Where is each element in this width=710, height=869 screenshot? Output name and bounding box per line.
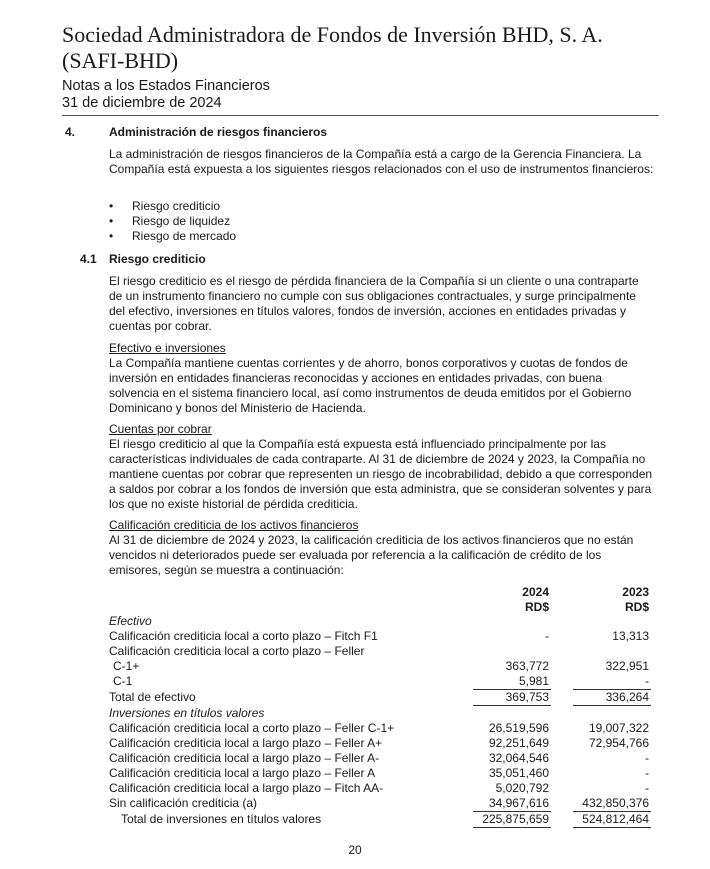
list-item-label: Riesgo de mercado — [132, 229, 237, 243]
value-2024: 92,251,649 — [488, 736, 549, 750]
calificacion-block — [109, 518, 654, 578]
value-2023: - — [645, 751, 649, 765]
list-item — [109, 214, 236, 229]
subtitle-line-1: Notas a los Estados Financieros — [62, 78, 270, 94]
subsection-title: Riesgo crediticio — [109, 252, 206, 266]
efectivo-heading: Efectivo e inversiones — [109, 341, 226, 355]
cuentas-block — [109, 422, 654, 512]
bullet-icon: • — [109, 229, 114, 243]
table-row — [109, 674, 654, 689]
row-label: Calificación crediticia local a largo plazo – Fitch AA- — [109, 781, 384, 795]
subtitle-line-2: 31 de diciembre de 2024 — [62, 95, 222, 111]
table-row-inversiones-heading — [109, 706, 654, 721]
section-title: Administración de riesgos financieros — [109, 125, 328, 139]
row-label: Calificación crediticia local a largo plazo – Feller A- — [109, 751, 380, 765]
row-label: Calificación crediticia local a largo plazo – Feller A — [109, 766, 376, 780]
bullet-icon: • — [109, 214, 114, 228]
column-currency: RD$ — [524, 600, 549, 614]
value-2024: - — [545, 629, 549, 643]
row-label: Sin calificación crediticia (a) — [109, 796, 258, 810]
table-row — [109, 736, 654, 751]
calificacion-heading: Calificación crediticia de los activos financieros — [109, 518, 359, 532]
title-line-1: Sociedad Administradora de Fondos de Inversión BHD, S. A. — [62, 22, 603, 47]
value-2024: 369,753 — [505, 690, 549, 704]
value-2023: 336,264 — [605, 690, 649, 704]
row-label: Calificación crediticia local a corto plazo – Feller C-1+ — [109, 721, 395, 735]
table-row-efectivo-heading — [109, 614, 654, 629]
table-row — [109, 659, 654, 674]
subsection-number: 4.1 — [80, 252, 97, 266]
table-row — [109, 796, 654, 811]
value-2024: 34,967,616 — [488, 796, 549, 810]
table-row — [109, 721, 654, 736]
list-item — [109, 229, 236, 244]
page-subtitle — [62, 78, 270, 112]
list-item — [109, 199, 236, 214]
table-row — [109, 766, 654, 781]
table-row-total — [109, 690, 654, 705]
value-2023: - — [645, 674, 649, 688]
risk-list — [109, 199, 236, 244]
table-row — [109, 629, 654, 644]
page-number: 20 — [348, 843, 362, 857]
efectivo-text: La Compañía mantiene cuentas corrientes y de ahorro, bonos corporativos y cuotas de fondos de inversión en entidades financieras reconocidas y acciones en entidades privadas, con buena solvencia en el sistema financiero local, así como instrumentos de deuda emitidos por el Gobierno Dominicano y bonos del Ministerio de Hacienda. — [109, 356, 632, 415]
table-row — [109, 644, 654, 659]
efectivo-block — [109, 341, 654, 416]
value-2023: 13,313 — [612, 629, 649, 643]
header-rule — [62, 115, 659, 116]
list-item-label: Riesgo de liquidez — [132, 214, 231, 228]
calificacion-text: Al 31 de diciembre de 2024 y 2023, la calificación crediticia de los activos financieros que no están vencidos ni deteriorados puede ser evaluada por referencia a la calificación de crédito de los emisores, según se muestra a continuación: — [109, 533, 634, 577]
section-number: 4. — [65, 125, 76, 139]
title-line-2: (SAFI-BHD) — [62, 48, 179, 73]
row-label: Total de inversiones en títulos valores — [121, 812, 322, 826]
value-2024: 35,051,460 — [488, 766, 549, 780]
cuentas-text: El riesgo crediticio al que la Compañía está expuesta está influenciado principalmente por las características individuales de cada contraparte. Al 31 de diciembre de 2024 y 2023, la Compañía no mantiene cuentas por cobrar que representen un riesgo de incobrabilidad, debido a que corresponden a saldos por cobrar a los fondos de inversión que esta administra, que se consideran solventes y para los que no existe historial de pérdida crediticia. — [109, 437, 653, 511]
cuentas-heading: Cuentas por cobrar — [109, 422, 212, 436]
value-2023: 432,850,376 — [582, 796, 649, 810]
table-row — [109, 751, 654, 766]
row-label: Calificación crediticia local a corto plazo – Fitch F1 — [109, 629, 378, 643]
value-2024: 363,772 — [505, 659, 549, 673]
table-row — [109, 781, 654, 796]
row-label: Calificación crediticia local a largo plazo – Feller A+ — [109, 736, 383, 750]
page-title — [62, 22, 682, 74]
column-header-2023 — [569, 585, 649, 615]
bullet-icon: • — [109, 199, 114, 213]
credit-risk-intro: El riesgo crediticio es el riesgo de pérdida financiera de la Compañía si un cliente o una contraparte de un instrumento financiero no cumple con sus obligaciones contractuales, y surge principalmente del efectivo, inversiones en títulos valores, fondos de inversión, acciones en entidades privadas y cuentas por cobrar. — [109, 274, 639, 333]
value-2024: 32,064,546 — [488, 751, 549, 765]
column-currency: RD$ — [624, 600, 649, 614]
value-2024: 26,519,596 — [488, 721, 549, 735]
column-year: 2023 — [622, 585, 649, 599]
value-2023: 72,954,766 — [588, 736, 649, 750]
value-2024: 5,981 — [518, 674, 549, 688]
total-underline — [573, 827, 651, 828]
row-label: C-1 — [113, 674, 133, 688]
value-2023: 524,812,464 — [582, 812, 649, 826]
column-year: 2024 — [522, 585, 549, 599]
value-2023: 19,007,322 — [588, 721, 649, 735]
row-label: Total de efectivo — [109, 690, 196, 704]
row-label: Efectivo — [109, 614, 152, 628]
row-label: Calificación crediticia local a corto plazo – Feller — [109, 644, 365, 658]
row-label: C-1+ — [113, 659, 140, 673]
value-2023: 322,951 — [605, 659, 649, 673]
value-2023: - — [645, 781, 649, 795]
table-row-total — [109, 812, 654, 827]
total-underline — [473, 827, 551, 828]
value-2024: 225,875,659 — [482, 812, 549, 826]
column-header-2024 — [469, 585, 549, 615]
value-2023: - — [645, 766, 649, 780]
value-2024: 5,020,792 — [495, 781, 549, 795]
section-intro: La administración de riesgos financieros de la Compañía está a cargo de la Gerencia Financiera. La Compañía está expuesta a los siguientes riesgos relacionados con el uso de instrumentos financieros: — [109, 147, 654, 176]
row-label: Inversiones en títulos valores — [109, 706, 265, 720]
list-item-label: Riesgo crediticio — [132, 199, 221, 213]
